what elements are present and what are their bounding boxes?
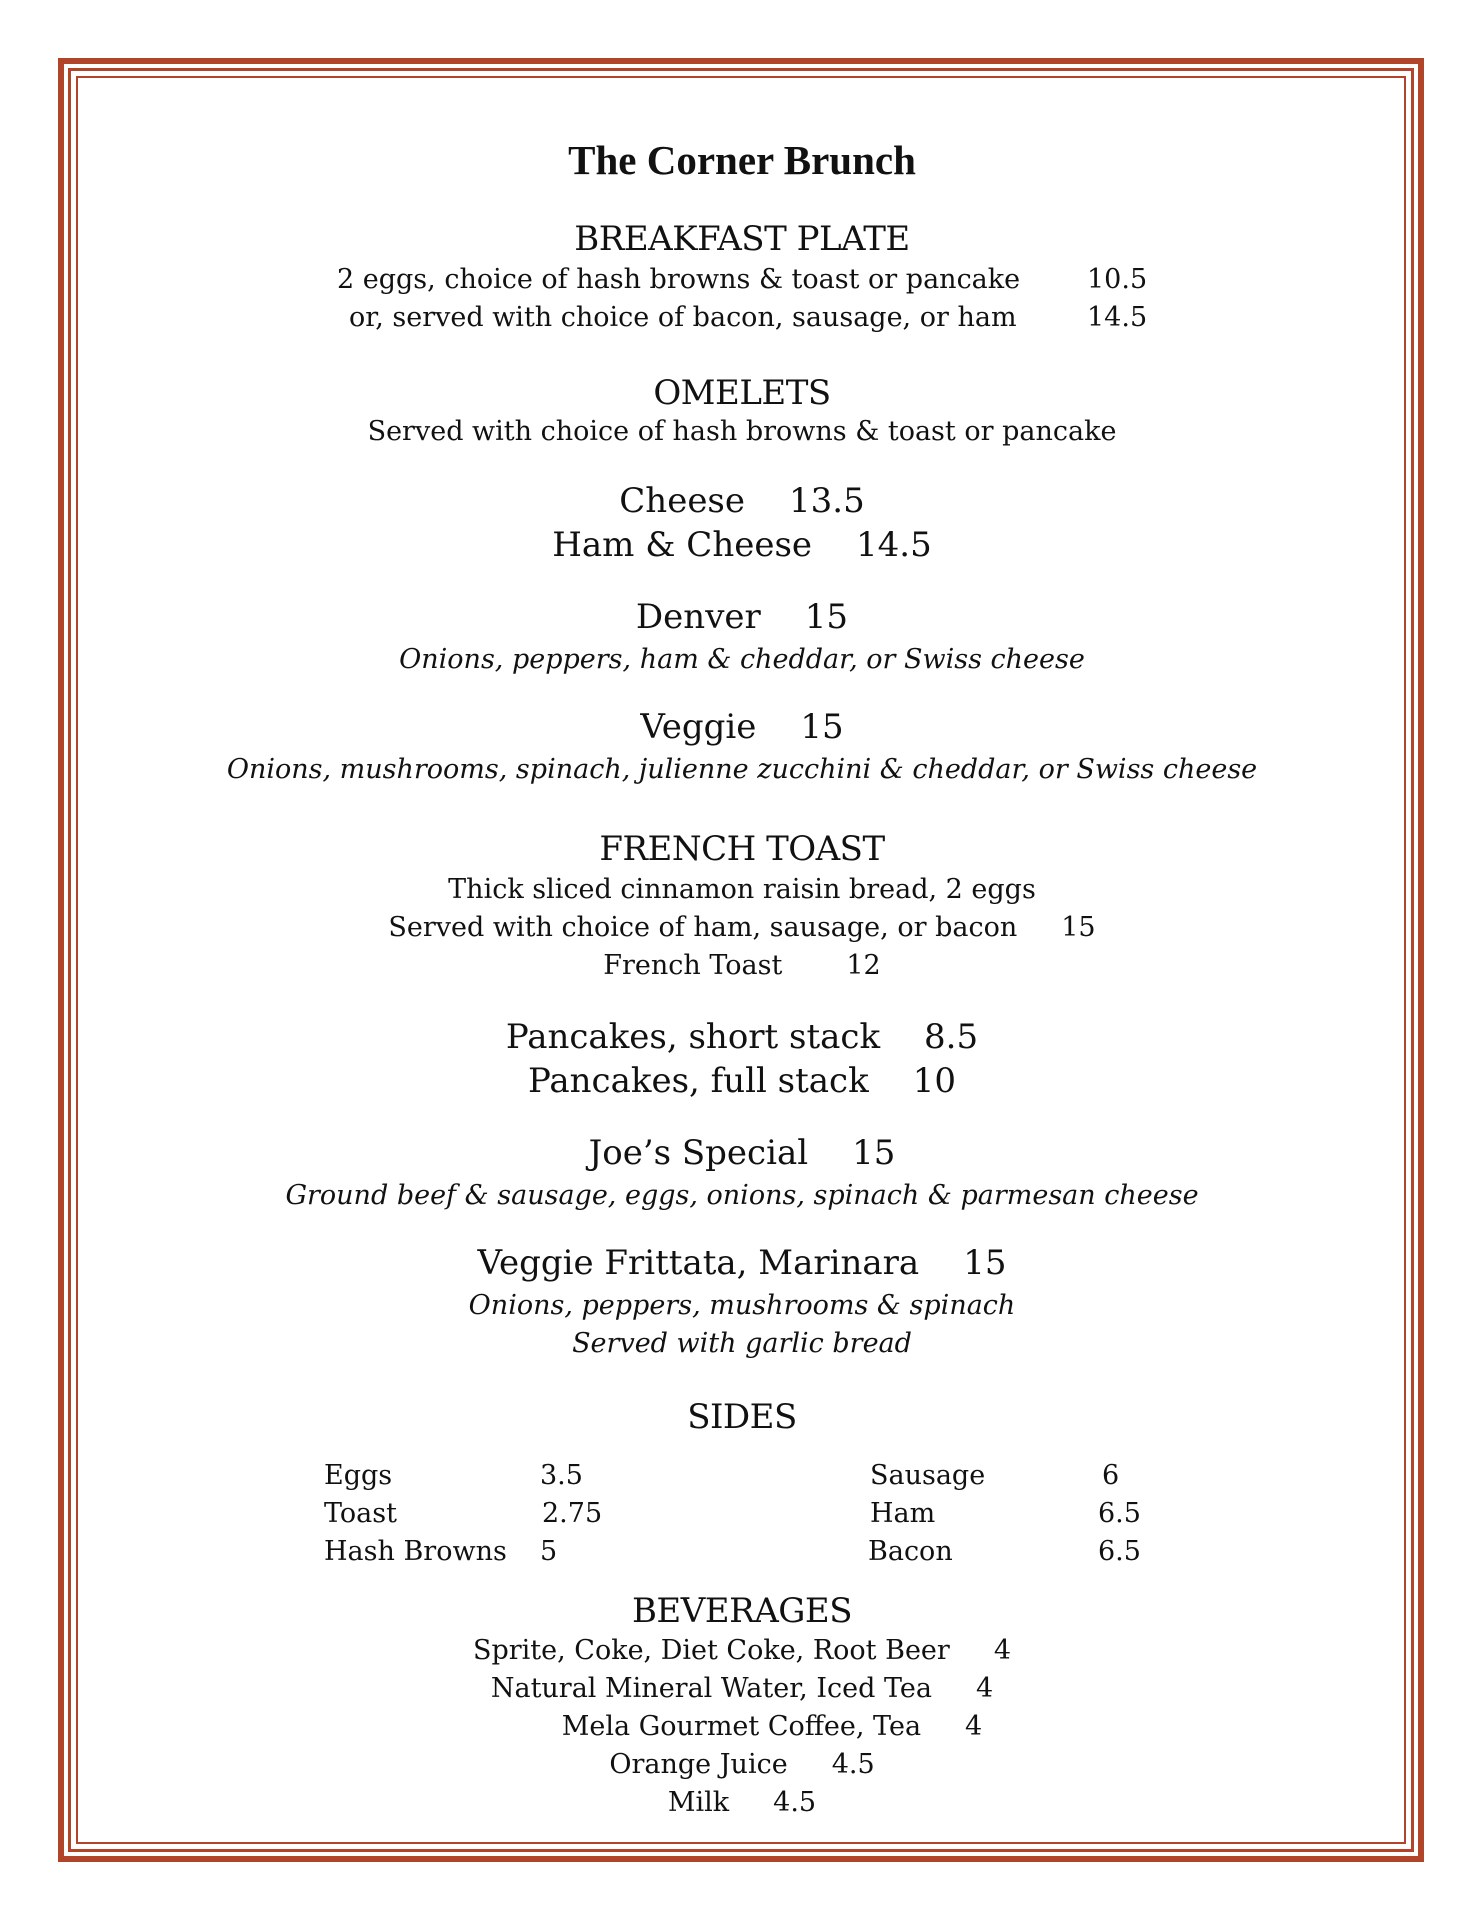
french-toast-line2: Served with choice of ham, sausage, or bacon 15 xyxy=(388,912,1096,943)
french-toast-line1: Thick sliced cinnamon raisin bread, 2 eggs xyxy=(448,874,1036,905)
joes-special: Joe’s Special 15 xyxy=(588,1133,896,1173)
omelet-veggie: Veggie 15 xyxy=(640,707,844,747)
side-sausage-price: 6 xyxy=(1102,1460,1120,1491)
side-ham-price: 6.5 xyxy=(1098,1498,1141,1529)
joes-special-desc: Ground beef & sausage, eggs, onions, spinach & parmesan cheese xyxy=(285,1180,1199,1211)
omelet-denver: Denver 15 xyxy=(635,597,849,637)
side-sausage-name: Sausage xyxy=(870,1460,986,1491)
pancakes-full: Pancakes, full stack 10 xyxy=(528,1061,956,1101)
breakfast-line1-text: 2 eggs, choice of hash browns & toast or pancake xyxy=(337,264,1021,295)
side-toast-price: 2.75 xyxy=(542,1498,603,1529)
beverage-sodas: Sprite, Coke, Diet Coke, Root Beer 4 xyxy=(472,1635,1011,1666)
french-toast-line3: French Toast 12 xyxy=(603,950,881,981)
beverage-orange-juice: Orange Juice 4.5 xyxy=(609,1749,875,1780)
breakfast-line1-price: 10.5 xyxy=(1087,264,1148,295)
side-bacon-name: Bacon xyxy=(868,1536,953,1567)
beverages-heading: BEVERAGES xyxy=(631,1591,853,1631)
veggie-frittata: Veggie Frittata, Marinara 15 xyxy=(477,1243,1007,1283)
omelets-note: Served with choice of hash browns & toast or pancake xyxy=(367,416,1117,447)
menu-title: The Corner Brunch xyxy=(568,137,916,183)
beverage-coffee: Mela Gourmet Coffee, Tea 4 xyxy=(561,1711,983,1742)
omelet-denver-desc: Onions, peppers, ham & cheddar, or Swiss cheese xyxy=(399,644,1085,675)
side-eggs-price: 3.5 xyxy=(540,1460,583,1491)
omelet-cheese: Cheese 13.5 xyxy=(619,481,865,521)
side-ham-name: Ham xyxy=(870,1498,936,1529)
omelet-ham-cheese: Ham & Cheese 14.5 xyxy=(552,525,932,565)
side-eggs-name: Eggs xyxy=(324,1460,393,1491)
french-toast-heading: FRENCH TOAST xyxy=(599,829,885,869)
pancakes-short: Pancakes, short stack 8.5 xyxy=(505,1017,979,1057)
frittata-desc2: Served with garlic bread xyxy=(572,1328,912,1359)
omelet-veggie-desc: Onions, mushrooms, spinach, julienne zucchini & cheddar, or Swiss cheese xyxy=(226,754,1258,785)
side-hash-browns-name: Hash Browns xyxy=(324,1536,507,1567)
beverage-water-tea: Natural Mineral Water, Iced Tea 4 xyxy=(490,1673,994,1704)
breakfast-line2-price: 14.5 xyxy=(1087,302,1148,333)
beverage-milk: Milk 4.5 xyxy=(667,1787,817,1818)
breakfast-heading: BREAKFAST PLATE xyxy=(574,219,910,259)
omelets-heading: OMELETS xyxy=(653,373,831,413)
sides-heading: SIDES xyxy=(687,1397,797,1437)
side-toast-name: Toast xyxy=(324,1498,397,1529)
frittata-desc1: Onions, peppers, mushrooms & spinach xyxy=(468,1290,1016,1321)
side-hash-browns-price: 5 xyxy=(540,1536,558,1567)
side-bacon-price: 6.5 xyxy=(1098,1536,1141,1567)
breakfast-line2-text: or, served with choice of bacon, sausage, or ham xyxy=(349,302,1017,333)
